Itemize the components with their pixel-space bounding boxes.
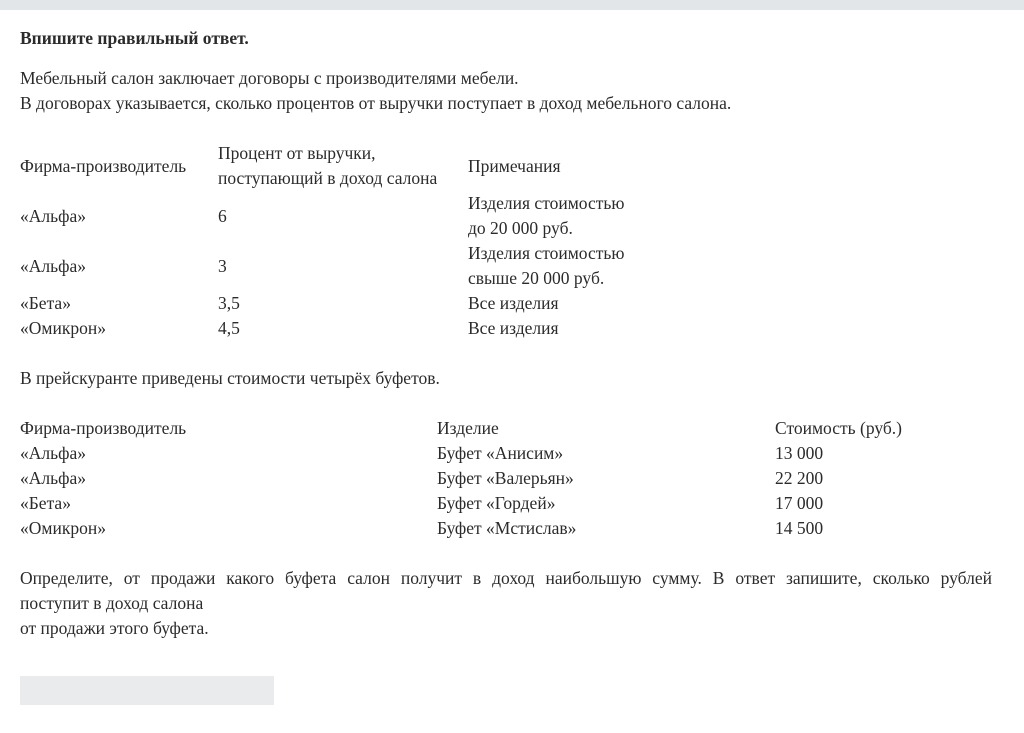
contract-note	[468, 241, 768, 291]
contract-percent: 6	[218, 205, 227, 226]
note-line-2: до 20 000 руб.	[468, 218, 573, 238]
price-cost: 22 200	[775, 468, 824, 488]
table-row	[20, 516, 992, 541]
price-firm: «Бета»	[20, 493, 71, 513]
price-item: Буфет «Мстислав»	[437, 518, 577, 538]
table-row	[20, 291, 768, 316]
table-row	[20, 441, 992, 466]
header-percent	[218, 141, 468, 191]
question-text	[20, 566, 992, 641]
intro-text	[20, 66, 992, 116]
question-line-3: от продажи этого буфета.	[20, 618, 209, 638]
contract-note: Все изделия	[468, 318, 559, 338]
price-intro: В прейскуранте приведены стоимости четырёх буфетов.	[20, 368, 440, 388]
contract-firm: «Омикрон»	[20, 318, 106, 338]
price-cost: 14 500	[775, 518, 824, 538]
contract-percent: 4,5	[218, 318, 240, 338]
note-line-1: Изделия стоимостью	[468, 243, 625, 263]
header-percent-line-2: поступающий в доход салона	[218, 168, 438, 188]
table-row	[20, 316, 768, 341]
note-line-2: свыше 20 000 руб.	[468, 268, 605, 288]
header-firm: Фирма-производитель	[20, 418, 187, 438]
header-item: Изделие	[437, 418, 499, 438]
price-cost: 13 000	[775, 443, 824, 463]
table-row	[20, 191, 768, 241]
task-content	[20, 26, 992, 641]
table-row	[20, 491, 992, 516]
contract-percent: 3,5	[218, 293, 240, 313]
price-firm: «Альфа»	[20, 443, 86, 463]
price-firm: «Альфа»	[20, 468, 86, 488]
contract-percent: 3	[218, 255, 227, 276]
price-item: Буфет «Гордей»	[437, 493, 556, 513]
header-cost: Стоимость (руб.)	[775, 418, 902, 438]
table-row	[20, 241, 768, 291]
price-firm: «Омикрон»	[20, 518, 106, 538]
price-cost: 17 000	[775, 493, 824, 513]
table-row	[20, 466, 992, 491]
price-header-row	[20, 416, 992, 441]
contracts-table	[20, 141, 768, 341]
note-line-1: Изделия стоимостью	[468, 193, 625, 213]
question-line-1: Определите, от продажи какого буфета салон получит в доход наибольшую сумму. В ответ запишите, сколько рублей	[20, 568, 992, 588]
contract-firm: «Альфа»	[20, 255, 86, 276]
header-percent-line-1: Процент от выручки,	[218, 143, 376, 163]
header-firm: Фирма-производитель	[20, 155, 187, 176]
top-bar	[0, 0, 1024, 10]
question-line-2: поступит в доход салона	[20, 593, 204, 613]
answer-input[interactable]	[20, 676, 274, 705]
price-item: Буфет «Анисим»	[437, 443, 564, 463]
intro-line-1: Мебельный салон заключает договоры с производителями мебели.	[20, 68, 519, 88]
header-notes: Примечания	[468, 155, 561, 176]
contract-note	[468, 191, 768, 241]
price-table	[20, 416, 992, 541]
contracts-header-row	[20, 141, 768, 191]
contract-firm: «Альфа»	[20, 205, 86, 226]
price-item: Буфет «Валерьян»	[437, 468, 574, 488]
contract-note: Все изделия	[468, 293, 559, 313]
intro-line-2: В договорах указывается, сколько процентов от выручки поступает в доход мебельного салона.	[20, 93, 732, 113]
contract-firm: «Бета»	[20, 293, 71, 313]
instruction-heading: Впишите правильный ответ.	[20, 28, 249, 48]
